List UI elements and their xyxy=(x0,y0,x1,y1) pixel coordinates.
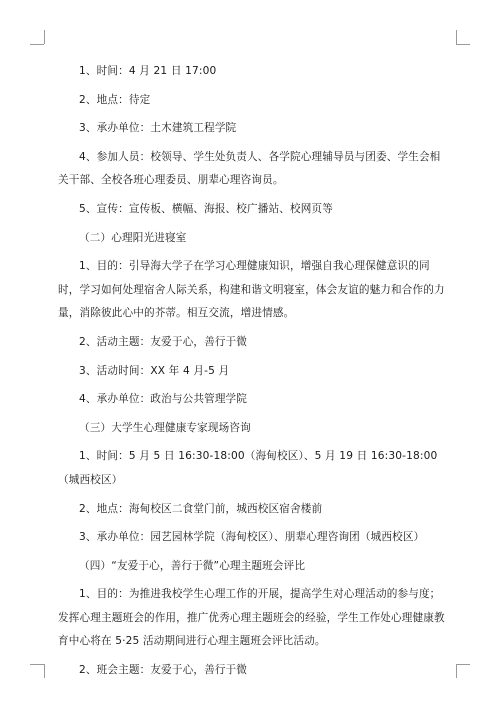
paragraph-organizer-3: 3、承办单位：园艺园林学院（海甸校区）、朋辈心理咨询团（城西校区） xyxy=(79,531,425,544)
paragraph-purpose-2: 1、目的：引导海大学子在学习心理健康知识，增强自我心理保健意识的同时，学习如何处理宿舍人际关系，构建和谐文明寝室，体会友谊的魅力和合作的力量，消除彼此心中的芥蒂。相互交流，增进情感。 xyxy=(58,260,445,320)
crop-mark-top-right-h xyxy=(456,44,470,45)
crop-mark-bottom-right-h xyxy=(456,664,470,665)
section-heading-2: （二）心理阳光进寝室 xyxy=(79,231,187,244)
paragraph-publicity: 5、宣传：宣传板、横幅、海报、校广播站、校网页等 xyxy=(79,202,333,215)
paragraph-location: 2、地点：待定 xyxy=(79,93,151,106)
document-body xyxy=(58,60,450,688)
crop-mark-bottom-right-v xyxy=(456,664,457,678)
paragraph-activity-time-2: 3、活动时间：XX 年 4 月-5 月 xyxy=(79,364,230,377)
section-heading-3: （三）大学生心理健康专家现场咨询 xyxy=(79,421,251,434)
paragraph-theme-2: 2、活动主题：友爱于心，善行于微 xyxy=(79,335,248,348)
crop-mark-top-left-v xyxy=(44,30,45,44)
paragraph-time-3: 1、时间：5 月 5 日 16:30-18:00（海甸校区）、5 月 19 日 16:30-18:00（城西校区） xyxy=(58,450,438,486)
paragraph-organizer-2: 4、承办单位：政治与公共管理学院 xyxy=(79,393,248,406)
crop-mark-bottom-left-v xyxy=(44,664,45,678)
paragraph-theme-4: 2、班会主题：友爱于心，善行于微 xyxy=(79,664,248,677)
crop-mark-top-left-h xyxy=(30,44,44,45)
section-heading-4: （四）“友爱于心，善行于微”心理主题班会评比 xyxy=(79,559,306,572)
crop-mark-top-right-v xyxy=(456,30,457,44)
paragraph-location-3: 2、地点：海甸校区二食堂门前，城西校区宿舍楼前 xyxy=(79,502,323,515)
paragraph-purpose-4: 1、目的：为推进我校学生心理工作的开展，提高学生对心理活动的参与度；发挥心理主题班会的作用，推广优秀心理主题班会的经验，学生工作处心理健康教育中心将在 5·25 活动期间进行心理主题班会评比活动。 xyxy=(58,588,445,648)
paragraph-participants: 4、参加人员：校领导、学生处负责人、各学院心理辅导员与团委、学生会相关干部、全校各班心理委员、朋辈心理咨询员。 xyxy=(58,150,441,187)
crop-mark-bottom-left-h xyxy=(30,664,44,665)
paragraph-organizer: 3、承办单位：土木建筑工程学院 xyxy=(79,122,237,135)
paragraph-time: 1、时间：4 月 21 日 17:00 xyxy=(79,65,217,77)
